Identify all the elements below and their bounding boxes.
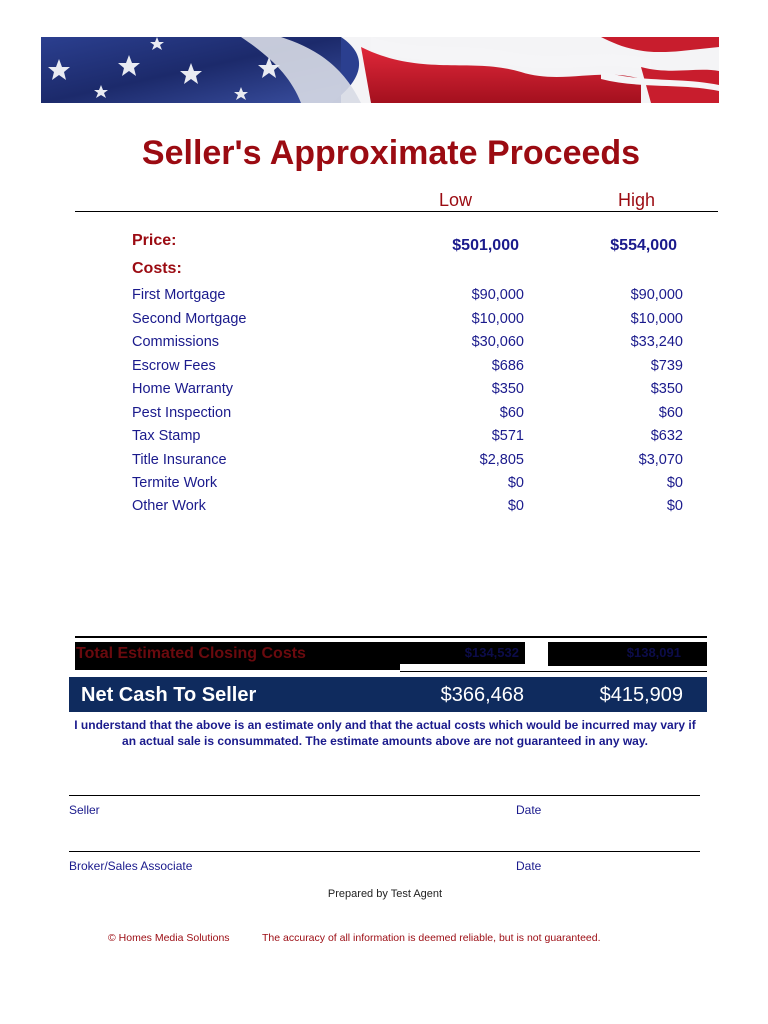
cost-low: $60	[499, 405, 524, 421]
column-header-low: Low	[439, 190, 473, 210]
cost-high: $90,000	[630, 287, 683, 303]
broker-date-label: Date	[516, 859, 542, 873]
total-gap	[400, 664, 525, 670]
cost-low: $0	[507, 475, 524, 491]
cost-label: Pest Inspection	[132, 405, 232, 421]
cost-high: $10,000	[630, 311, 683, 327]
cost-high: $0	[666, 475, 683, 491]
seller-signature-line	[69, 795, 700, 796]
total-bottom-rule	[400, 671, 707, 672]
total-high: $138,091	[626, 645, 681, 660]
net-cash-label: Net Cash To Seller	[81, 684, 257, 706]
broker-signature-line	[69, 851, 700, 852]
cost-low: $350	[491, 381, 524, 397]
header-divider	[75, 211, 718, 212]
column-header-high: High	[618, 190, 656, 210]
broker-label: Broker/Sales Associate	[69, 859, 193, 873]
cost-high: $350	[650, 381, 683, 397]
cost-label: Commissions	[132, 334, 220, 350]
seller-label: Seller	[69, 803, 100, 817]
cost-low: $0	[507, 498, 524, 514]
footer-copyright: © Homes Media Solutions	[108, 932, 230, 944]
total-top-rule	[75, 636, 707, 638]
cost-label: Home Warranty	[132, 381, 233, 397]
net-cash-low: $366,468	[440, 684, 524, 706]
cost-low: $571	[491, 428, 524, 444]
cost-label: Escrow Fees	[132, 358, 216, 374]
price-label: Price:	[132, 232, 177, 249]
cost-high: $3,070	[638, 452, 683, 468]
cost-low: $90,000	[471, 287, 524, 303]
cost-high: $33,240	[630, 334, 683, 350]
cost-low: $2,805	[479, 452, 524, 468]
disclaimer-text: I understand that the above is an estimate only and that the actual costs which would be incurred may vary if an actual sale is consummated. The estimate amounts above are not guaranteed in any way.	[74, 718, 696, 748]
price-high: $554,000	[610, 237, 677, 254]
seller-date-label: Date	[516, 803, 542, 817]
cost-label: Other Work	[132, 498, 206, 514]
page-title: Seller's Approximate Proceeds	[141, 134, 641, 172]
cost-label: Second Mortgage	[132, 311, 247, 327]
flag-banner	[41, 37, 719, 103]
cost-high: $0	[666, 498, 683, 514]
cost-high: $60	[658, 405, 683, 421]
total-label: Total Estimated Closing Costs	[76, 645, 306, 662]
cost-high: $739	[650, 358, 683, 374]
price-low: $501,000	[452, 237, 519, 254]
cost-label: First Mortgage	[132, 287, 226, 303]
cost-label: Tax Stamp	[132, 428, 201, 444]
cost-low: $30,060	[471, 334, 524, 350]
cost-label: Title Insurance	[132, 452, 227, 468]
cost-label: Termite Work	[132, 475, 218, 491]
cost-low: $686	[491, 358, 524, 374]
net-cash-high: $415,909	[599, 684, 683, 706]
footer-accuracy: The accuracy of all information is deemed reliable, but is not guaranteed.	[262, 932, 601, 944]
flag-image	[41, 37, 719, 103]
costs-label: Costs:	[132, 260, 182, 277]
cost-low: $10,000	[471, 311, 524, 327]
cost-high: $632	[650, 428, 683, 444]
prepared-by: Prepared by Test Agent	[327, 888, 443, 900]
total-low: $134,532	[464, 645, 519, 660]
